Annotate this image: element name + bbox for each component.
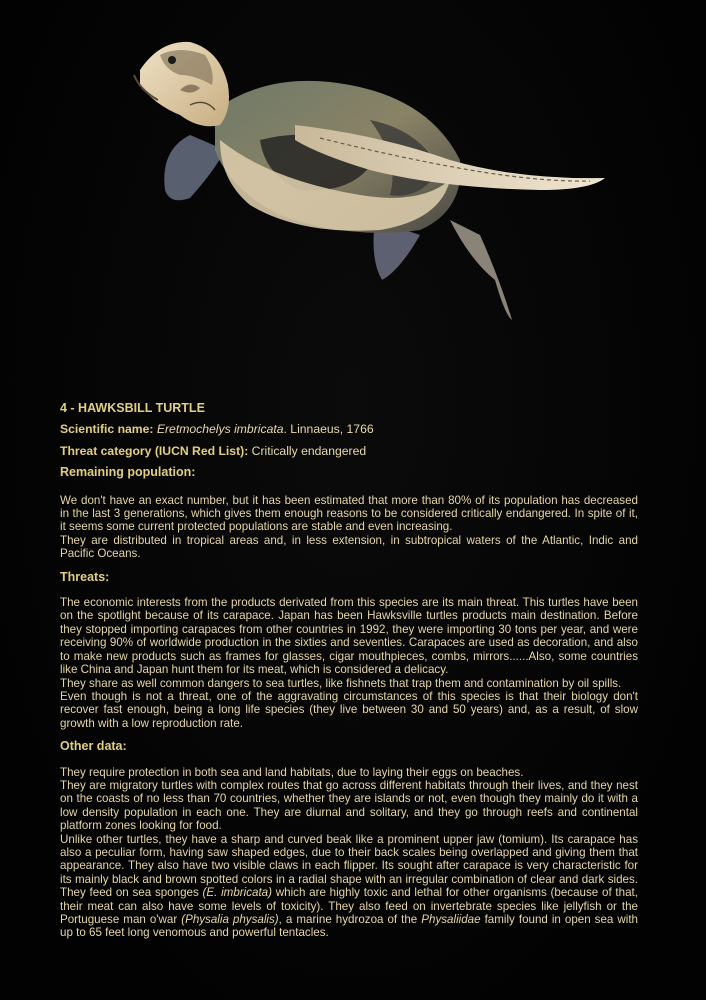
other-paragraph-2: They are migratory turtles with complex routes that go across different habitats through their lives, and they nest on the coasts of no less than 70 countries, whether they are islands or not, even though they mainly do it with a low density population in each one. They are diurnal and solitary, and they go through reefs and continental platform zones looking for food. [60,778,638,833]
other-paragraph-3-species-2: (Physalia physalis) [181,913,279,926]
other-paragraph-3-text-a: Unlike other turtles, they have a sharp and curved beak like a prominent upper jaw (tomium). Its carapace has also a peculiar form, having saw shaped edges, due to their back scales being overlapped and giving them that appearance. They also have two visible claws in each flipper. Its sought after carapace is very characteristic for its mainly black and brown spotted colors in a radial shape with an irregular combination of clear and dark sides. They feed on sea sponges [60,832,638,900]
threat-category-value: Critically endangered [251,443,367,458]
other-paragraph-1: They require protection in both sea and land habitats, due to laying their eggs on beaches. [60,765,524,779]
hawksbill-turtle-illustration [120,30,620,330]
population-paragraph-1: We don't have an exact number, but it has been estimated that more than 80% of its population has decreased in the last 3 generations, which gives them enough reasons to be considered critically endangered. In spite of it, it seems some current protected populations are stable and even increasing. [60,493,638,534]
scientific-name-row [60,423,638,436]
threats-paragraph-1: The economic interests from the products derivated from this species are its main threat. This turtles have been on the spotlight because of its carapace. Japan has been Hawksville turtles products main destination. Before they stopped importing carapaces from other countries in 1992, they were importing 30 tons per year, and were receiving 90% of worldwide production in the sixties and seventies. Carapaces are used as decoration, and also to make new products such as frames for glasses, cigar mouthpieces, combs, mirrors......Also, some countries like China and Japan hunt them for its meat, which is considered a delicacy. [60,596,638,677]
article-title: 4 - HAWKSBILL TURTLE [60,401,205,415]
threats-paragraph-3: Even though is not a threat, one of the aggravating circumstances of this species is that their biology don't recover fast enough, being a long life species (they live between 30 and 50 years) and, as a result, of slow growth with a low reproduction rate. [60,689,638,730]
population-paragraph-2: They are distributed in tropical areas and, in less extension, in subtropical waters of the Atlantic, Indic and Pacific Oceans. [60,533,638,561]
threats-paragraph-2: They share as well common dangers to sea turtles, like fishnets that trap them and contamination by oil spills. [60,676,622,690]
scientific-name-species: Eretmochelys imbricata [156,422,284,437]
other-paragraph-3-text-c: , a marine hydrozoa of the [278,913,422,926]
scientific-name-label: Scientific name: [60,422,154,437]
other-paragraph-3-text-b: which are highly toxic and lethal for other organisms (because of that, their meat can also have some levels of toxicity). They also feed on invertebrate species like jellyfish or the Portuguese man o'war [60,886,638,926]
remaining-population-title: Remaining population: [60,465,196,480]
other-paragraph-3-text-d: family found in open sea with up to 65 feet long venomous and powerful tentacles. [60,913,638,940]
article [60,402,638,940]
threat-category-label: Threat category (IUCN Red List): [60,443,249,458]
other-paragraph-3 [60,833,638,940]
scientific-name-author: . Linnaeus, 1766 [283,422,374,437]
other-paragraph-3-family: Physaliidae [421,913,481,926]
other-paragraph-3-species-1: (E. imbricata) [202,886,272,900]
threats-title: Threats: [60,569,110,584]
other-data-title: Other data: [60,739,127,754]
threat-category-row [60,445,638,458]
